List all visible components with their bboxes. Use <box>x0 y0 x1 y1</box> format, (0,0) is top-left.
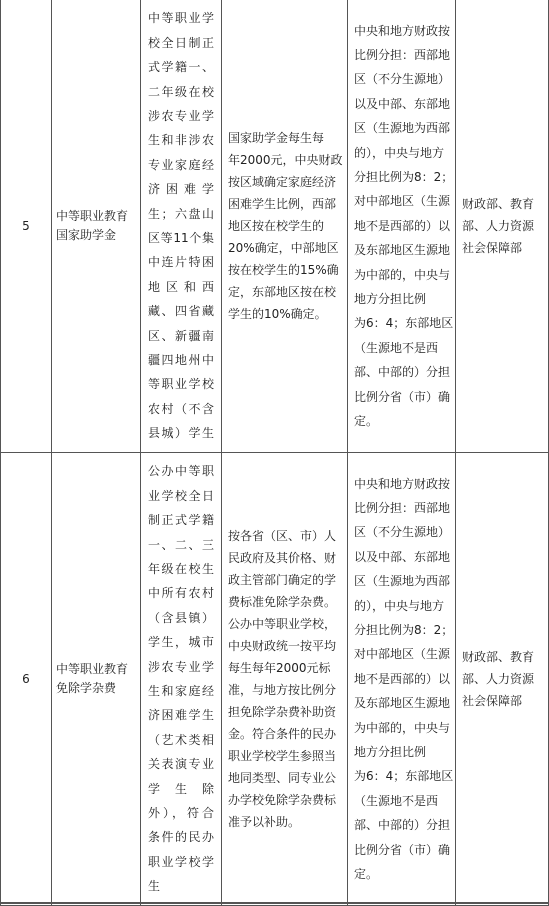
target-object-cell-line: 年级在校生 <box>148 561 214 576</box>
target-object-cell-line: 区、新疆南 <box>148 328 214 343</box>
funding-share-cell-line: 区（不分生源地） <box>354 72 451 87</box>
funding-share-cell-line: 对中部地区（生源 <box>354 647 451 662</box>
target-object-cell-line: 一、二、三 <box>148 537 214 552</box>
target-object-cell-line: 学生除 <box>148 781 214 796</box>
funding-share-cell-line: 为6：4；东部地区 <box>354 316 454 331</box>
subsidy-standard-cell-line: 学生的10%确定。 <box>228 307 327 321</box>
subsidy-standard-cell-line: 定，东部地区按在校 <box>228 285 337 299</box>
funding-share-cell-line: 地方分担比例 <box>354 745 427 760</box>
target-object-cell-line: 生；六盘山 <box>148 206 214 221</box>
target-object-cell-line: 区等11个集 <box>148 231 214 245</box>
subsidy-standard-cell <box>222 453 348 906</box>
target-object-cell-line: 疆四地州中 <box>148 353 214 368</box>
target-object-cell-line: 中连片特困 <box>148 255 214 270</box>
funding-share-cell-line: 及东部地区生源地 <box>354 243 451 258</box>
target-object-cell <box>141 453 222 906</box>
target-object-cell-line: 济困难学 <box>148 182 214 197</box>
subsidy-standard-cell-line: 职业学校学生参照当 <box>228 749 337 763</box>
target-object-cell-line: 二年级在校 <box>148 84 214 99</box>
subsidy-standard-cell-line: 金。符合条件的民办 <box>228 727 337 741</box>
target-object-cell-line: 校全日制正 <box>148 35 214 50</box>
funding-share-cell-line: 地方分担比例 <box>354 292 427 307</box>
department-cell-line: 社会保障部 <box>462 694 523 708</box>
funding-share-cell-line: 为6：4；东部地区 <box>354 769 454 784</box>
target-object-cell-line: 涉农专业学 <box>148 108 214 123</box>
subsidy-standard-cell-line: 政主管部门确定的学 <box>228 573 337 587</box>
funding-share-cell-line: 地不是西部的）以 <box>354 671 451 686</box>
target-object-cell-line: 职业学校学 <box>148 854 214 869</box>
funding-share-cell-line: 对中部地区（生源 <box>354 194 451 209</box>
department-cell-line: 财政部、教育 <box>462 650 535 664</box>
funding-share-cell-line: 地不是西部的）以 <box>354 218 451 233</box>
target-object-cell <box>141 0 222 453</box>
funding-share-cell-line: 比例分省（市）确 <box>354 389 451 404</box>
department-cell-line: 部、人力资源 <box>462 219 535 233</box>
funding-share-cell-line: （生源地不是西 <box>354 793 439 808</box>
subsidy-standard-cell-line: 每生每年2000元标 <box>228 661 331 675</box>
subsidy-standard-cell-line: 国家助学金每生每 <box>228 131 325 145</box>
table-row <box>1 453 549 906</box>
target-object-cell-line: 中所有农村 <box>148 586 214 601</box>
target-object-cell-line: 藏、四省藏 <box>148 304 214 319</box>
funding-share-cell-line: 比例分省（市）确 <box>354 842 451 857</box>
row-number-cell: 5 <box>1 0 52 453</box>
funding-share-cell-line: 区（生源地为西部 <box>354 574 451 589</box>
item-name-cell: 中等职业教育免除学杂费 <box>52 453 141 906</box>
funding-share-cell-line: （生源地不是西 <box>354 340 439 355</box>
target-object-cell-line: 等职业学校 <box>148 377 214 392</box>
subsidy-standard-cell-line: 按区域确定家庭经济 <box>228 175 337 189</box>
subsidy-standard-cell-line: 地同类型、同专业公 <box>228 771 337 785</box>
table-row <box>1 0 549 453</box>
department-cell-line: 社会保障部 <box>462 241 523 255</box>
department-cell-line: 部、人力资源 <box>462 672 535 686</box>
subsidy-standard-cell-line: 担免除学杂费补助资 <box>228 705 337 719</box>
target-object-cell-line: 农村（不含 <box>148 401 214 416</box>
funding-share-cell-line: 的），中央与地方 <box>354 145 445 160</box>
target-object-cell-line: （含县镇） <box>148 610 214 625</box>
subsidy-standard-cell-line: 中央财政统一按平均 <box>228 639 337 653</box>
funding-share-cell-line: 的），中央与地方 <box>354 598 445 613</box>
funding-share-cell-line: 定。 <box>354 414 379 429</box>
funding-share-cell-line: 分担比例为8：2； <box>354 622 454 637</box>
target-object-cell-line: 济困难学生 <box>148 708 214 723</box>
target-object-cell-line: 条件的民办 <box>148 830 214 845</box>
target-object-cell-line: （艺术类相 <box>148 732 214 747</box>
item-name-cell: 中等职业教育国家助学金 <box>52 0 141 453</box>
target-object-cell-line: 地区和西 <box>148 279 214 294</box>
funding-share-cell-line: 部、中部的）分担 <box>354 365 451 380</box>
funding-share-cell <box>348 453 456 906</box>
target-object-cell-line: 业学校全日 <box>148 488 214 503</box>
funding-share-cell <box>348 0 456 453</box>
department-cell-line: 财政部、教育 <box>462 197 535 211</box>
funding-share-cell-line: 区（不分生源地） <box>354 525 451 540</box>
subsidy-standard-cell-line: 20%确定，中部地区 <box>228 241 339 255</box>
funding-share-cell-line: 中央和地方财政按 <box>354 23 451 38</box>
subsidy-standard-cell-line: 困难学生比例，西部 <box>228 197 337 211</box>
funding-share-cell-line: 中央和地方财政按 <box>354 476 451 491</box>
subsidy-standard-cell-line: 公办中等职业学校， <box>228 617 337 631</box>
funding-share-cell-line: 以及中部、东部地 <box>354 549 451 564</box>
target-object-cell-line: 式学籍一、 <box>148 60 214 75</box>
subsidy-standard-cell-line: 按在校学生的15%确 <box>228 263 339 277</box>
target-object-cell-line: 外），符合 <box>148 806 214 821</box>
target-object-cell-line: 学生，城市 <box>148 635 214 650</box>
funding-share-cell-line: 定。 <box>354 867 379 882</box>
target-object-cell-line: 关表演专业 <box>148 757 214 772</box>
department-cell <box>456 453 549 906</box>
subsidy-standard-cell-line: 费标准免除学杂费。 <box>228 595 337 609</box>
target-object-cell-line: 县城）学生 <box>148 426 214 441</box>
funding-share-cell-line: 以及中部、东部地 <box>354 96 451 111</box>
subsidy-standard-cell-line: 民政府及其价格、财 <box>228 551 337 565</box>
target-object-cell-line: 生 <box>148 879 161 894</box>
funding-share-cell-line: 区（生源地为西部 <box>354 121 451 136</box>
department-cell <box>456 0 549 453</box>
funding-share-cell-line: 为中部的，中央与 <box>354 267 451 282</box>
target-object-cell-line: 制正式学籍 <box>148 513 214 528</box>
funding-share-cell-line: 为中部的，中央与 <box>354 720 451 735</box>
funding-share-cell-line: 部、中部的）分担 <box>354 818 451 833</box>
row-number-cell: 6 <box>1 453 52 906</box>
funding-share-cell-line: 分担比例为8：2； <box>354 169 454 184</box>
target-object-cell-line: 公办中等职 <box>148 464 214 479</box>
funding-share-cell-line: 比例分担：西部地 <box>354 47 451 62</box>
subsidy-standard-cell-line: 地区按在校学生的 <box>228 219 325 233</box>
target-object-cell-line: 专业家庭经 <box>148 157 214 172</box>
subsidy-standard-cell-line: 准予以补助。 <box>228 815 301 829</box>
subsidy-standard-cell <box>222 0 348 453</box>
funding-share-cell-line: 比例分担：西部地 <box>354 500 451 515</box>
target-object-cell-line: 生和非涉农 <box>148 133 214 148</box>
target-object-cell-line: 中等职业学 <box>148 11 214 26</box>
target-object-cell-line: 生和家庭经 <box>148 684 214 698</box>
subsidy-standard-cell-line: 准，与地方按比例分 <box>228 683 337 697</box>
target-object-cell-line: 涉农专业学 <box>148 659 214 674</box>
subsidy-standard-cell-line: 办学校免除学杂费标 <box>228 793 337 807</box>
subsidy-standard-cell-line: 按各省（区、市）人 <box>228 529 337 543</box>
subsidy-standard-cell-line: 年2000元，中央财政 <box>228 153 343 167</box>
funding-share-cell-line: 及东部地区生源地 <box>354 696 451 711</box>
